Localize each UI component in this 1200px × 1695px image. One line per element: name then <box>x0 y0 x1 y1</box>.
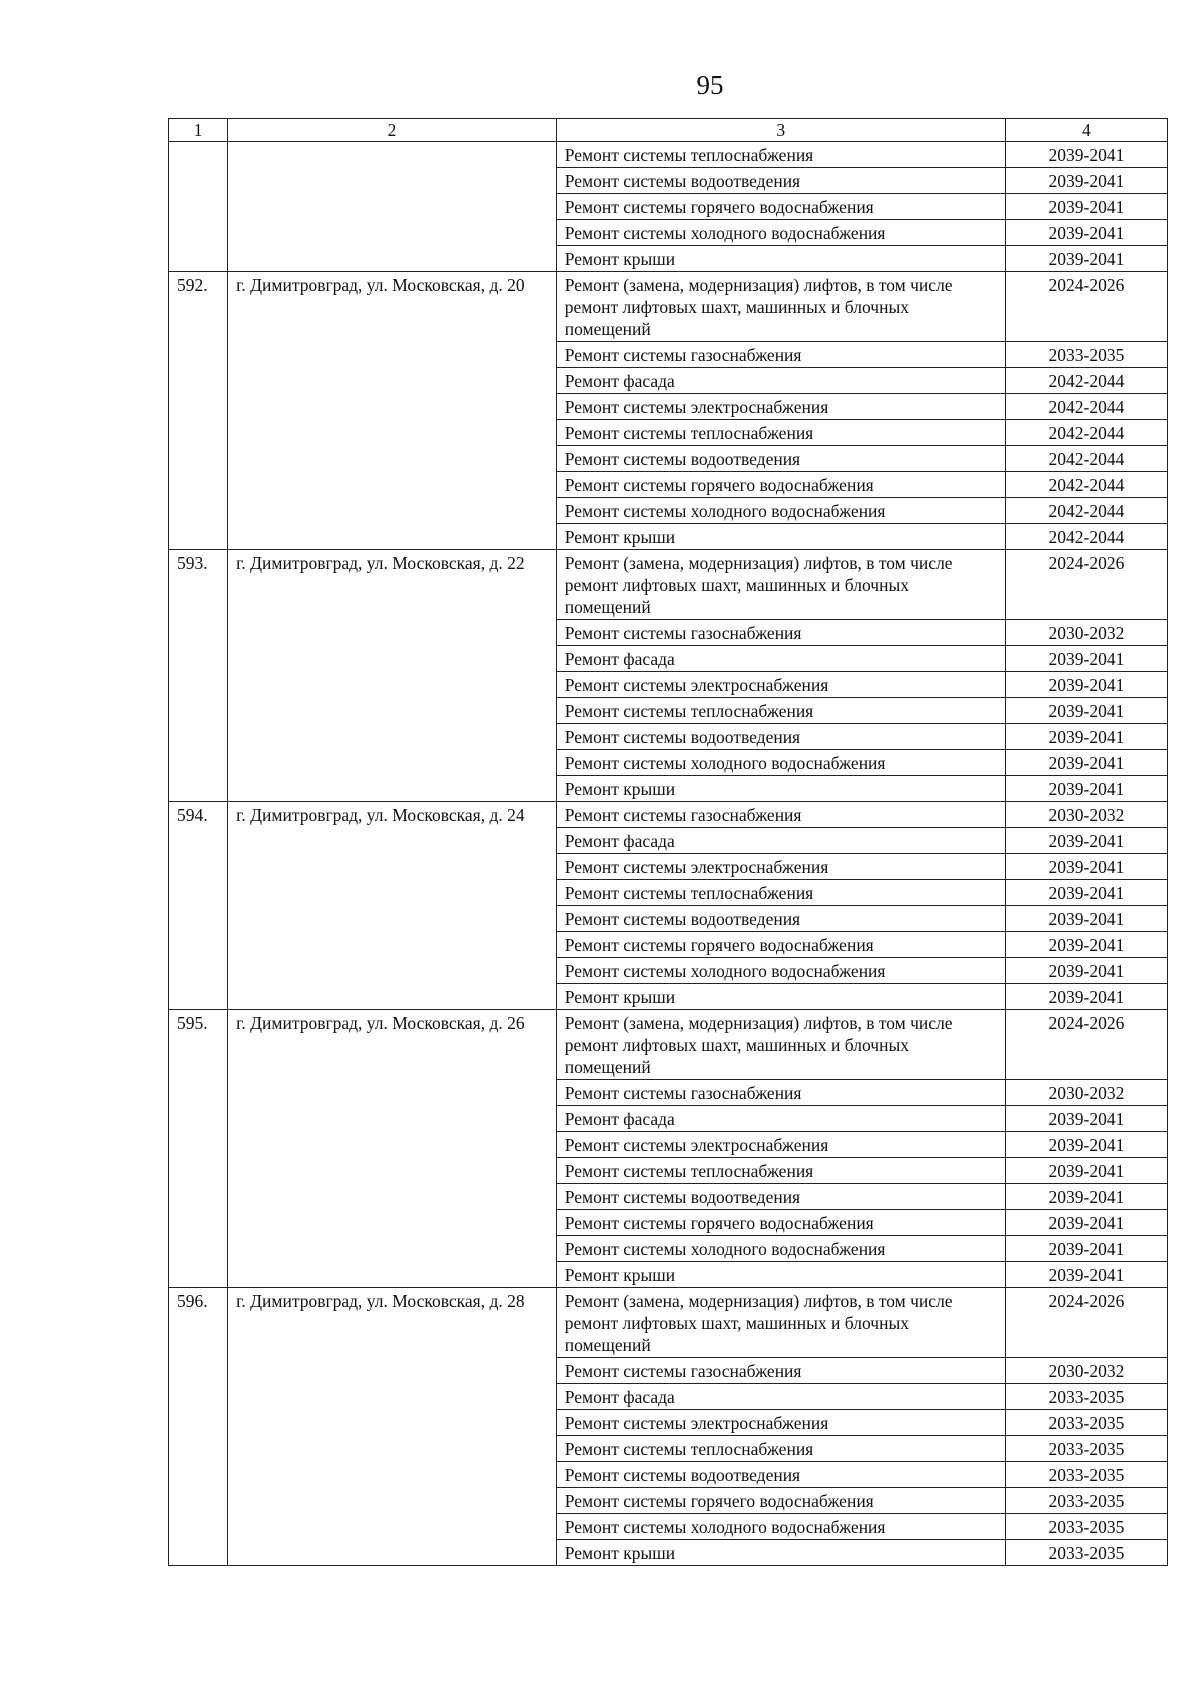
building-address: г. Димитровград, ул. Московская, д. 22 <box>228 550 557 802</box>
building-address: г. Димитровград, ул. Московская, д. 28 <box>228 1288 557 1566</box>
work-period: 2039-2041 <box>1005 724 1167 750</box>
work-period: 2039-2041 <box>1005 246 1167 272</box>
work-type: Ремонт фасада <box>556 646 1005 672</box>
work-period: 2039-2041 <box>1005 194 1167 220</box>
work-type: Ремонт (замена, модернизация) лифтов, в том числе ремонт лифтовых шахт, машинных и блочных помещений <box>556 272 1005 342</box>
table-row <box>169 1010 1168 1080</box>
work-period: 2039-2041 <box>1005 142 1167 168</box>
work-period: 2033-2035 <box>1005 1384 1167 1410</box>
work-type: Ремонт системы холодного водоснабжения <box>556 1236 1005 1262</box>
work-type: Ремонт системы газоснабжения <box>556 1080 1005 1106</box>
work-type: Ремонт системы теплоснабжения <box>556 698 1005 724</box>
row-number: 593. <box>169 550 228 802</box>
work-type: Ремонт системы газоснабжения <box>556 342 1005 368</box>
work-type: Ремонт системы горячего водоснабжения <box>556 1210 1005 1236</box>
table-row <box>169 272 1168 342</box>
work-period: 2033-2035 <box>1005 1410 1167 1436</box>
page-number: 95 <box>696 70 724 100</box>
work-type: Ремонт системы электроснабжения <box>556 854 1005 880</box>
work-period: 2042-2044 <box>1005 446 1167 472</box>
work-type: Ремонт системы водоотведения <box>556 446 1005 472</box>
work-type: Ремонт системы теплоснабжения <box>556 880 1005 906</box>
work-type: Ремонт системы теплоснабжения <box>556 420 1005 446</box>
work-period: 2039-2041 <box>1005 1158 1167 1184</box>
work-period: 2039-2041 <box>1005 220 1167 246</box>
work-type: Ремонт системы холодного водоснабжения <box>556 750 1005 776</box>
work-period: 2033-2035 <box>1005 1540 1167 1566</box>
work-type: Ремонт системы горячего водоснабжения <box>556 1488 1005 1514</box>
row-number: 594. <box>169 802 228 1010</box>
work-period: 2030-2032 <box>1005 1080 1167 1106</box>
work-type: Ремонт (замена, модернизация) лифтов, в том числе ремонт лифтовых шахт, машинных и блочных помещений <box>556 1010 1005 1080</box>
work-period: 2024-2026 <box>1005 272 1167 342</box>
work-period: 2039-2041 <box>1005 1132 1167 1158</box>
work-type: Ремонт фасада <box>556 368 1005 394</box>
work-type: Ремонт фасада <box>556 828 1005 854</box>
work-type: Ремонт системы горячего водоснабжения <box>556 932 1005 958</box>
table-row <box>169 550 1168 620</box>
table-row <box>169 1288 1168 1358</box>
column-header-2: 2 <box>228 119 557 142</box>
work-period: 2042-2044 <box>1005 420 1167 446</box>
work-period: 2030-2032 <box>1005 620 1167 646</box>
work-type: Ремонт системы водоотведения <box>556 724 1005 750</box>
work-type: Ремонт крыши <box>556 984 1005 1010</box>
table-body <box>169 142 1168 1566</box>
work-period: 2033-2035 <box>1005 1436 1167 1462</box>
work-type: Ремонт фасада <box>556 1106 1005 1132</box>
work-period: 2042-2044 <box>1005 524 1167 550</box>
work-period: 2039-2041 <box>1005 168 1167 194</box>
work-type: Ремонт системы теплоснабжения <box>556 1158 1005 1184</box>
work-period: 2039-2041 <box>1005 750 1167 776</box>
work-type: Ремонт системы электроснабжения <box>556 672 1005 698</box>
work-period: 2039-2041 <box>1005 932 1167 958</box>
work-type: Ремонт системы водоотведения <box>556 906 1005 932</box>
work-type: Ремонт системы холодного водоснабжения <box>556 220 1005 246</box>
repair-schedule-table <box>168 118 1168 1566</box>
work-type: Ремонт системы горячего водоснабжения <box>556 472 1005 498</box>
work-period: 2042-2044 <box>1005 472 1167 498</box>
work-period: 2024-2026 <box>1005 1010 1167 1080</box>
work-type: Ремонт фасада <box>556 1384 1005 1410</box>
work-period: 2030-2032 <box>1005 1358 1167 1384</box>
work-type: Ремонт системы теплоснабжения <box>556 142 1005 168</box>
work-period: 2039-2041 <box>1005 672 1167 698</box>
work-period: 2042-2044 <box>1005 368 1167 394</box>
work-type: Ремонт (замена, модернизация) лифтов, в том числе ремонт лифтовых шахт, машинных и блочных помещений <box>556 1288 1005 1358</box>
work-type: Ремонт системы холодного водоснабжения <box>556 958 1005 984</box>
table-row <box>169 802 1168 828</box>
work-period: 2042-2044 <box>1005 394 1167 420</box>
work-period: 2033-2035 <box>1005 1514 1167 1540</box>
work-type: Ремонт крыши <box>556 776 1005 802</box>
work-period: 2039-2041 <box>1005 1262 1167 1288</box>
work-period: 2039-2041 <box>1005 1106 1167 1132</box>
work-period: 2039-2041 <box>1005 1210 1167 1236</box>
work-period: 2042-2044 <box>1005 498 1167 524</box>
work-type: Ремонт системы водоотведения <box>556 168 1005 194</box>
work-period: 2039-2041 <box>1005 984 1167 1010</box>
work-type: Ремонт системы водоотведения <box>556 1184 1005 1210</box>
work-period: 2039-2041 <box>1005 698 1167 724</box>
work-period: 2039-2041 <box>1005 776 1167 802</box>
building-address: г. Димитровград, ул. Московская, д. 26 <box>228 1010 557 1288</box>
column-header-4: 4 <box>1005 119 1167 142</box>
work-period: 2039-2041 <box>1005 906 1167 932</box>
row-number <box>169 142 228 272</box>
work-type: Ремонт крыши <box>556 1540 1005 1566</box>
work-period: 2039-2041 <box>1005 854 1167 880</box>
work-period: 2033-2035 <box>1005 1488 1167 1514</box>
building-address: г. Димитровград, ул. Московская, д. 24 <box>228 802 557 1010</box>
work-type: Ремонт системы газоснабжения <box>556 802 1005 828</box>
work-period: 2033-2035 <box>1005 1462 1167 1488</box>
row-number: 596. <box>169 1288 228 1566</box>
work-period: 2039-2041 <box>1005 1184 1167 1210</box>
row-number: 595. <box>169 1010 228 1288</box>
work-type: Ремонт системы газоснабжения <box>556 620 1005 646</box>
work-period: 2039-2041 <box>1005 646 1167 672</box>
work-type: Ремонт системы электроснабжения <box>556 1132 1005 1158</box>
work-type: Ремонт системы водоотведения <box>556 1462 1005 1488</box>
work-type: Ремонт системы газоснабжения <box>556 1358 1005 1384</box>
work-type: Ремонт крыши <box>556 1262 1005 1288</box>
work-period: 2024-2026 <box>1005 550 1167 620</box>
table-row <box>169 142 1168 168</box>
header-row <box>169 119 1168 142</box>
work-type: Ремонт системы электроснабжения <box>556 394 1005 420</box>
work-type: Ремонт крыши <box>556 246 1005 272</box>
work-type: Ремонт (замена, модернизация) лифтов, в том числе ремонт лифтовых шахт, машинных и блочных помещений <box>556 550 1005 620</box>
building-address: г. Димитровград, ул. Московская, д. 20 <box>228 272 557 550</box>
work-type: Ремонт системы холодного водоснабжения <box>556 498 1005 524</box>
row-number: 592. <box>169 272 228 550</box>
building-address <box>228 142 557 272</box>
column-header-3: 3 <box>556 119 1005 142</box>
work-type: Ремонт системы горячего водоснабжения <box>556 194 1005 220</box>
work-period: 2030-2032 <box>1005 802 1167 828</box>
work-type: Ремонт системы холодного водоснабжения <box>556 1514 1005 1540</box>
work-type: Ремонт крыши <box>556 524 1005 550</box>
work-period: 2039-2041 <box>1005 958 1167 984</box>
work-type: Ремонт системы теплоснабжения <box>556 1436 1005 1462</box>
work-type: Ремонт системы электроснабжения <box>556 1410 1005 1436</box>
work-period: 2039-2041 <box>1005 880 1167 906</box>
work-period: 2024-2026 <box>1005 1288 1167 1358</box>
work-period: 2039-2041 <box>1005 1236 1167 1262</box>
column-header-1: 1 <box>169 119 228 142</box>
work-period: 2033-2035 <box>1005 342 1167 368</box>
work-period: 2039-2041 <box>1005 828 1167 854</box>
